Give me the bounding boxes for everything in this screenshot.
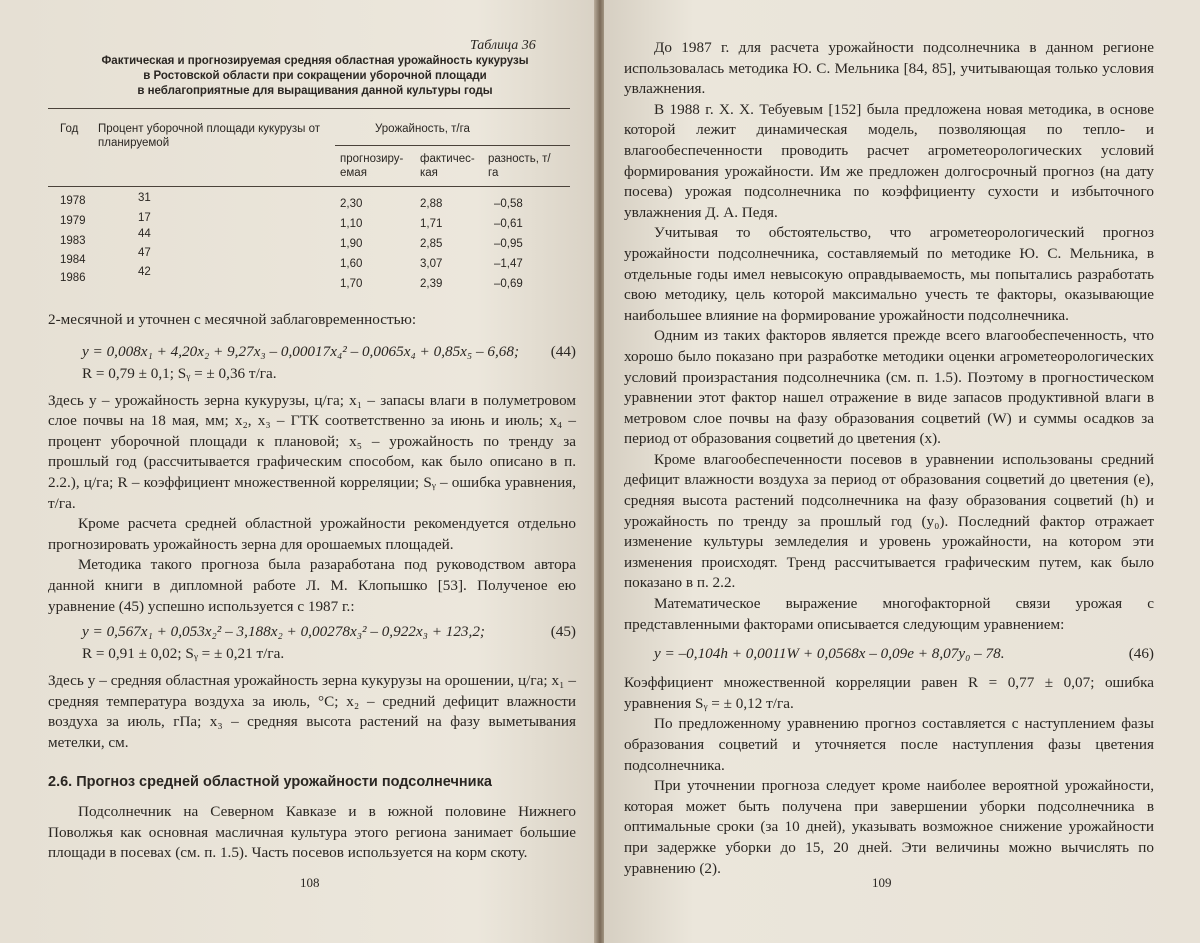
table-cell: 2,39 <box>420 278 443 290</box>
table-cell: 1,90 <box>340 238 363 250</box>
paragraph: До 1987 г. для расчета урожайности подсолнечника в данном регионе использовалась методика Ю. С. Мельника [84, 85], учитывающая только условия увлажнения. <box>624 39 1154 98</box>
equation-number: (46) <box>1128 645 1154 663</box>
table-cell: 1984 <box>60 254 86 266</box>
paragraph: Методика такого прогноза была разаработана под руководством автора данной книги в дипломной работе Л. М. Клопышко [53]. Полученое ею уравнение (45) успешно используется с 1987 г.: <box>48 556 576 615</box>
paragraph: По предложенному уравнению прогноз составляется с наступлением фазы образования соцветий и уточняется после наступления фазы цветения подсолнечника. <box>624 715 1154 774</box>
page-number: 109 <box>872 875 892 890</box>
table-cell: 1,70 <box>340 278 363 290</box>
table-number: Таблица 36 <box>470 38 536 53</box>
table-cell: 2,85 <box>420 238 443 250</box>
paragraph: Коэффициент множественной корреляции равен R = 0,77 ± 0,07; ошибка уравнения Sᵧ = ± 0,12 т/га. <box>624 674 1154 712</box>
table-rule-top <box>48 108 570 109</box>
paragraph: Учитывая то обстоятельство, что агрометеорологический прогноз урожайности подсолнечника, составляемый по методике Ю. С. Мельника, в отдельные годы имел невысокую оправдываемость, мы попытались разработать свою методику, цель которой максимально учесть те факторы, оказывающие наибольшее влияние на формирование урожайности подсолнечника. <box>624 224 1154 324</box>
right-page <box>604 0 1200 943</box>
table-cell: 2,88 <box>420 198 443 210</box>
paragraph: Кроме расчета средней областной урожайности рекомендуется отдельно прогнозировать урожайность зерна для орошаемых площадей. <box>48 515 576 553</box>
paragraph: Подсолнечник на Северном Кавказе и в южной половине Нижнего Поволжья как основная масличная культура этого региона занимает большие площади в посевах (см. п. 1.5). Часть посевов используется на корм скоту. <box>48 803 576 862</box>
table-cell: 1978 <box>60 195 86 207</box>
col-header-actual: фактичес-кая <box>420 153 475 179</box>
paragraph: Здесь y – средняя областная урожайность зерна кукурузы на орошении, ц/га; x₁ – средняя температура воздуха за июль, °C; x₂ – средний дефицит влажности воздуха за июль, гПа; x₃ – средняя высота растений на фазу выметывания метелки, см. <box>48 672 576 751</box>
col-header-diff: разность, т/га <box>488 153 551 179</box>
table-cell: 47 <box>138 247 151 259</box>
equation-44: y = 0,008x₁ + 4,20x₂ + 9,27x₃ – 0,00017x₄² – 0,0065x₄ + 0,85x₅ – 6,68; (44) <box>48 341 576 363</box>
table-cell: –1,47 <box>494 258 523 270</box>
col-header-percent: Процент уборочной площади кукурузы от планируемой <box>98 123 320 149</box>
table-cell: 1,60 <box>340 258 363 270</box>
table-cell: 1,71 <box>420 218 443 230</box>
equation-45: y = 0,567x₁ + 0,053x₂² – 3,188x₂ + 0,00278x₃² – 0,922x₃ + 123,2; (45) <box>48 621 576 643</box>
table-cell: 44 <box>138 228 151 240</box>
equation-number: (44) <box>550 342 576 360</box>
table-cell: 1986 <box>60 272 86 284</box>
table-cell: –0,69 <box>494 278 523 290</box>
paragraph: 2-месячной и уточнен с месячной заблаговременностью: <box>48 311 417 328</box>
page-number: 108 <box>300 875 320 890</box>
table-cell: 1983 <box>60 235 86 247</box>
left-page <box>0 0 596 943</box>
table-cell: –0,61 <box>494 218 523 230</box>
table-title: Фактическая и прогнозируемая средняя областная урожайность кукурузы в Ростовской области при сокращении уборочной площади в неблагоприятные для выращивания данной культуры годы <box>101 55 529 97</box>
right-body <box>624 38 1154 879</box>
equation-46: y = –0,104h + 0,0011W + 0,0568x – 0,09e + 8,07y₀ – 78. (46) <box>624 643 1154 665</box>
table-cell: 1979 <box>60 215 86 227</box>
table-cell: 3,07 <box>420 258 443 270</box>
table-cell: 17 <box>138 212 151 224</box>
col-header-yield: Урожайность, т/га <box>375 123 470 135</box>
equation-45-stats: R = 0,91 ± 0,02; Sᵧ = ± 0,21 т/га. <box>82 645 285 663</box>
table-cell: 1,10 <box>340 218 363 230</box>
table-cell: 31 <box>138 192 151 204</box>
paragraph: Здесь y – урожайность зерна кукурузы, ц/га; x₁ – запасы влаги в полуметровом слое почвы на 18 мая, мм; x₂, x₃ – ГТК соответственно за июнь и июль; x₄ – процент уборочной площади к плановой; x₅ – урожайность по тренду за прошлый год (рассчитывается графическим способом, как было описано в п. 2.2.), ц/га; R – коэффициент множественной корреляции; Sᵧ – ошибка уравнения, т/га. <box>48 391 576 512</box>
section-heading: 2.6. Прогноз средней областной урожайности подсолнечника <box>48 773 492 790</box>
table-cell: 2,30 <box>340 198 363 210</box>
paragraph: При уточнении прогноза следует кроме наиболее вероятной урожайности, которая может быть получена при завершении уборки подсолнечника в оптимальные сроки (за 10 дней), указывать возможное снижение урожайности при задержке уборки до 15, 20 дней. Эти величины можно вычислять по уравнению (2). <box>624 777 1154 877</box>
equation-number: (45) <box>550 623 576 641</box>
col-header-year: Год <box>60 123 79 135</box>
equation-44-stats: R = 0,79 ± 0,1; Sᵧ = ± 0,36 т/га. <box>82 364 277 382</box>
table-cell: –0,95 <box>494 238 523 250</box>
table-cell: 42 <box>138 266 151 278</box>
left-body <box>48 310 576 864</box>
col-header-forecast: прогнозиру-емая <box>340 153 404 179</box>
table-rule-sub <box>335 145 570 146</box>
table-cell: –0,58 <box>494 198 523 210</box>
paragraph: В 1988 г. Х. Х. Тебуевым [152] была предложена новая методика, в основе которой лежит динамическая модель, позволяющая по тепло- и влагообеспеченности проводить расчет агрометеорологических условий формирования урожайности. Им же предложен долгосрочный прогноз (на дату посева) урожая подсолнечника по коэффициенту сухости и избыточного увлажнения Д. А. Педя. <box>624 100 1154 221</box>
paragraph: Одним из таких факторов является прежде всего влагообеспеченность, что хорошо было показано при разработке методики оценки агрометеорологических условий произрастания подсолнечника (см. п. 1.5). Поэтому в прогностическом уравнении этот фактор нашел отражение в виде запасов продуктивной влаги в метровом слое почвы на фазу образования соцветий (W) и суммы осадков за период от образования соцветий до цветения (x). <box>624 327 1154 448</box>
paragraph: Кроме влагообеспеченности посевов в уравнении использованы средний дефицит влажности воздуха за период от образования соцветий до цветения (e), средняя высота растений подсолнечника на фазу образования соцветий (h) и урожайность по тренду за прошлый год (y₀). Последний фактор отражает изменение культуры земледелия и уровень урожайности, на котором эти изменения происходят. Тренд рассчитывается графическим путем, как было показано в п. 2.2. <box>624 450 1154 592</box>
table-rule-header <box>48 186 570 187</box>
paragraph: Математическое выражение многофакторной связи урожая с представленными факторами описывается следующим уравнением: <box>624 595 1154 633</box>
